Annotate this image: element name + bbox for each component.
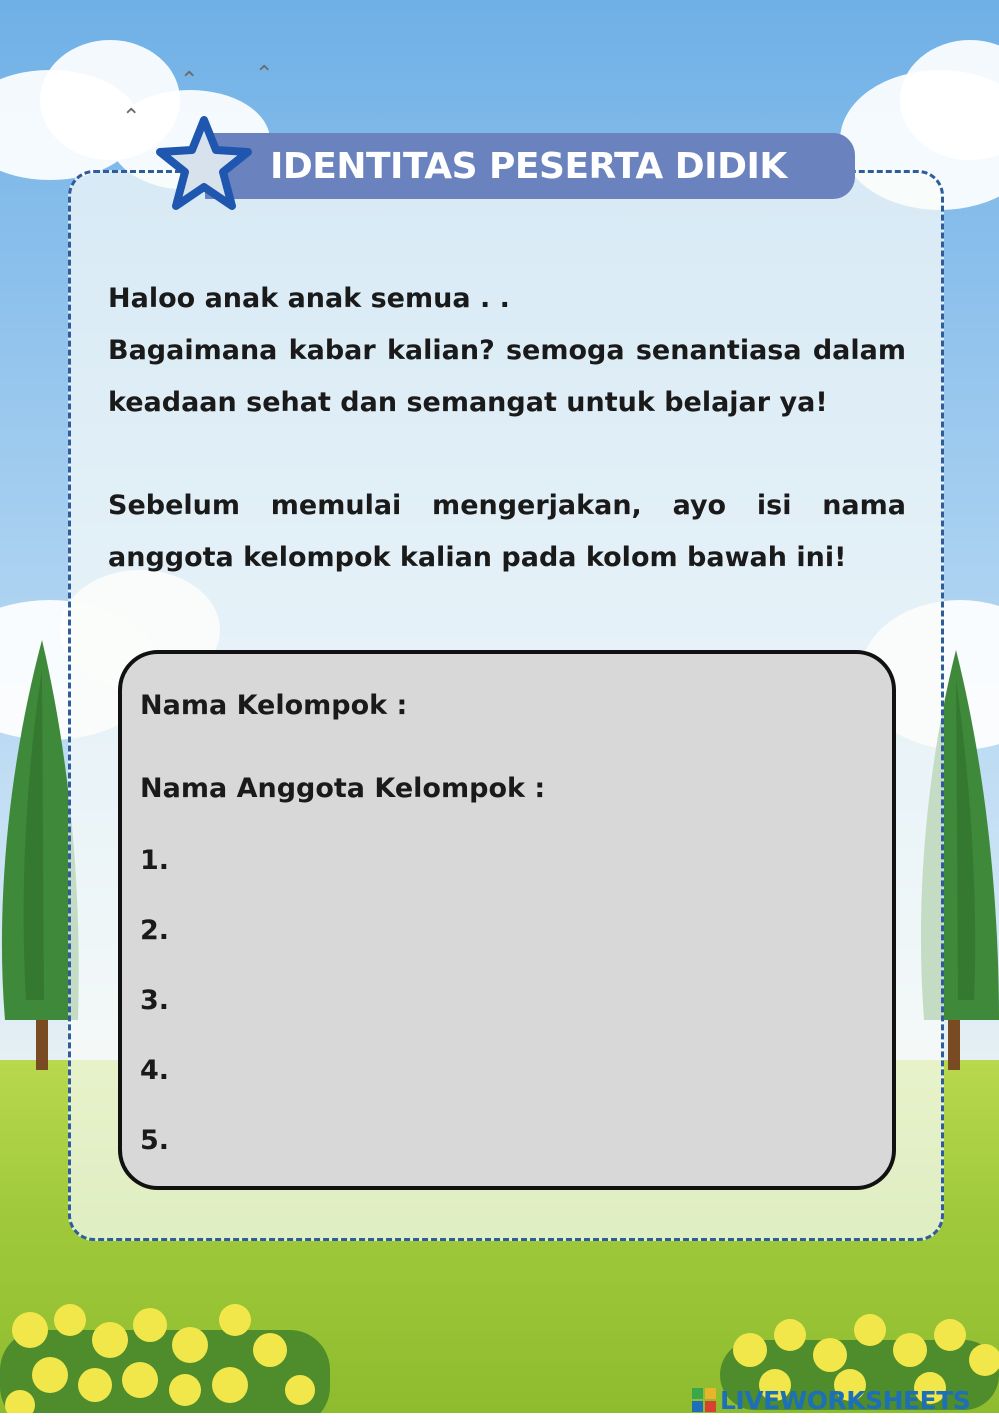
member-number: 2.: [140, 915, 170, 946]
brand-name: LIVEWORKSHEETS: [720, 1385, 971, 1415]
instruction-paragraph: Sebelum memulai mengerjakan, ayo isi nama anggota kelompok kalian pada kolom bawah ini!: [108, 490, 906, 573]
star-icon: [152, 114, 256, 214]
greeting-paragraph: Bagaimana kabar kalian? semoga senantiasa dalam keadaan sehat dan semangat untuk belajar ya!: [108, 335, 906, 418]
member-number: 3.: [140, 985, 170, 1016]
group-identity-box: [118, 650, 896, 1190]
bird-icon: ⌃: [122, 105, 141, 130]
group-name-label: Nama Kelompok :: [140, 690, 408, 721]
flowers-decoration: [0, 1290, 330, 1427]
member-number: 5.: [140, 1125, 170, 1156]
footer-strip: [0, 1413, 999, 1427]
members-label: Nama Anggota Kelompok :: [140, 773, 546, 804]
bird-icon: ⌃: [255, 62, 274, 87]
member-number: 4.: [140, 1055, 170, 1086]
greeting-line: Haloo anak anak semua . .: [108, 283, 510, 314]
page-title: IDENTITAS PESERTA DIDIK: [270, 146, 787, 187]
member-number: 1.: [140, 845, 170, 876]
liveworksheets-logo: [692, 1385, 970, 1415]
bird-icon: ⌃: [180, 68, 199, 93]
logo-squares-icon: [692, 1388, 716, 1412]
